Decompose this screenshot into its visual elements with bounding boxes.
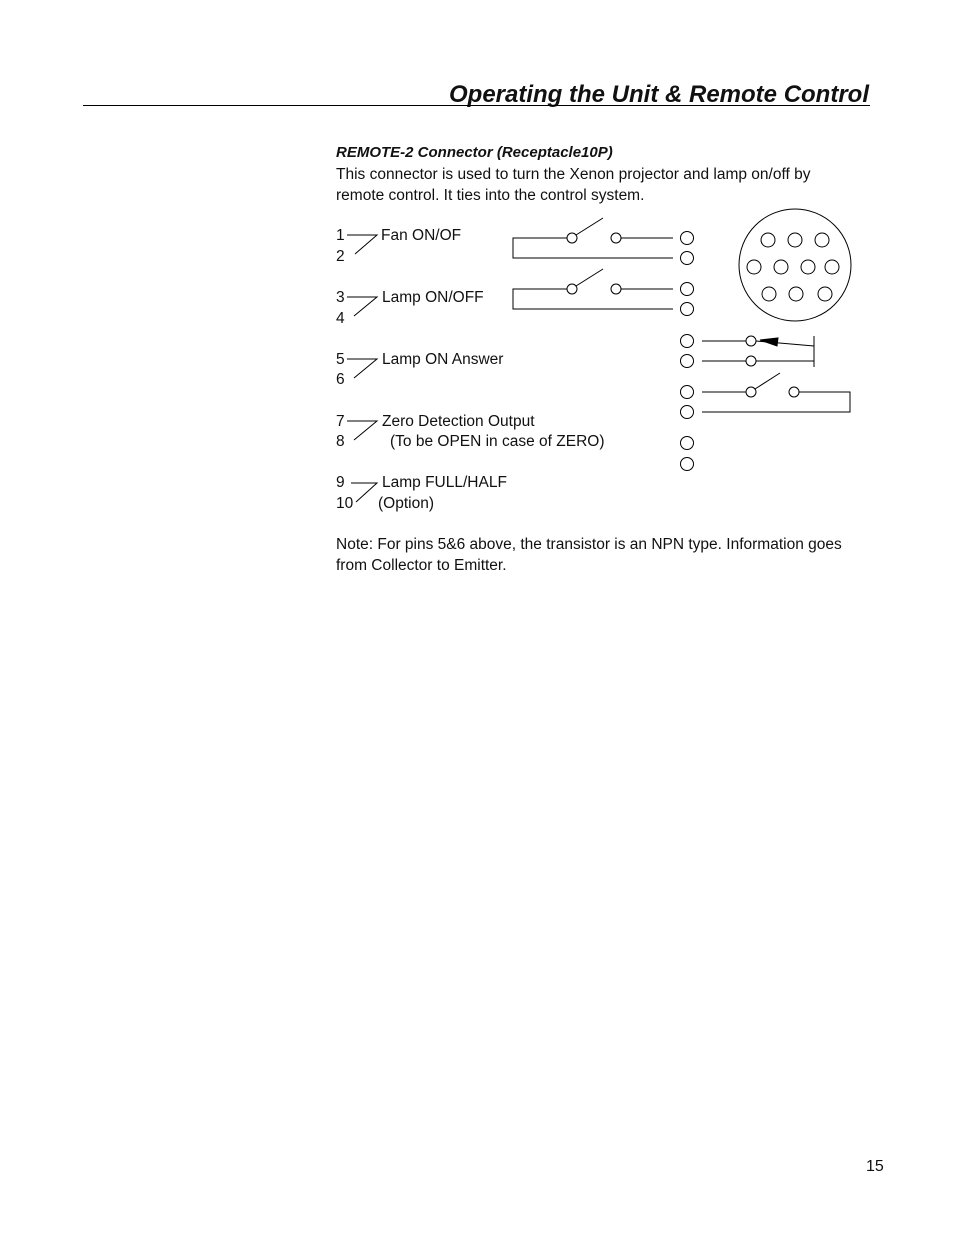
- pin-pair-brackets: [347, 235, 377, 502]
- pin-sublabel-zero-detection: (To be OPEN in case of ZERO): [390, 433, 605, 450]
- zero-detection-switch: [702, 373, 850, 412]
- pin-label-lamp-full-half: Lamp FULL/HALF: [382, 474, 507, 491]
- receptacle-10p-face: [739, 209, 851, 321]
- pin-label-lamp-on-off: Lamp ON/OFF: [382, 289, 484, 306]
- pin-number-3: 3: [336, 289, 345, 306]
- section-heading: REMOTE-2 Connector (Receptacle10P): [336, 144, 613, 161]
- page-title: Operating the Unit & Remote Control: [449, 81, 869, 108]
- pin-label-fan: Fan ON/OF: [381, 227, 462, 244]
- pin-label-zero-detection: Zero Detection Output: [382, 413, 535, 430]
- connector-pin-column: [681, 232, 694, 471]
- pin-number-2: 2: [336, 248, 345, 265]
- pin-number-10: 10: [336, 495, 354, 512]
- pin-number-4: 4: [336, 310, 345, 327]
- pin-number-8: 8: [336, 433, 345, 450]
- pin-label-lamp-on-answer: Lamp ON Answer: [382, 351, 504, 368]
- page-number: 15: [866, 1158, 884, 1175]
- lamp-switch-circuit: [513, 269, 673, 309]
- intro-paragraph: This connector is used to turn the Xenon projector and lamp on/off by remote control. It ties into the control system.: [336, 166, 811, 204]
- fan-switch-circuit: [513, 218, 673, 258]
- header-rule: [83, 105, 870, 106]
- pin-number-7: 7: [336, 413, 345, 430]
- transistor-note: Note: For pins 5&6 above, the transistor is an NPN type. Information goes from Collector to Emitter.: [336, 536, 842, 574]
- pin-number-9: 9: [336, 474, 345, 491]
- pin-sublabel-option: (Option): [378, 495, 434, 512]
- pin-number-6: 6: [336, 371, 345, 388]
- pin-number-5: 5: [336, 351, 345, 368]
- npn-transistor-symbol: [702, 336, 814, 367]
- pin-number-1: 1: [336, 227, 345, 244]
